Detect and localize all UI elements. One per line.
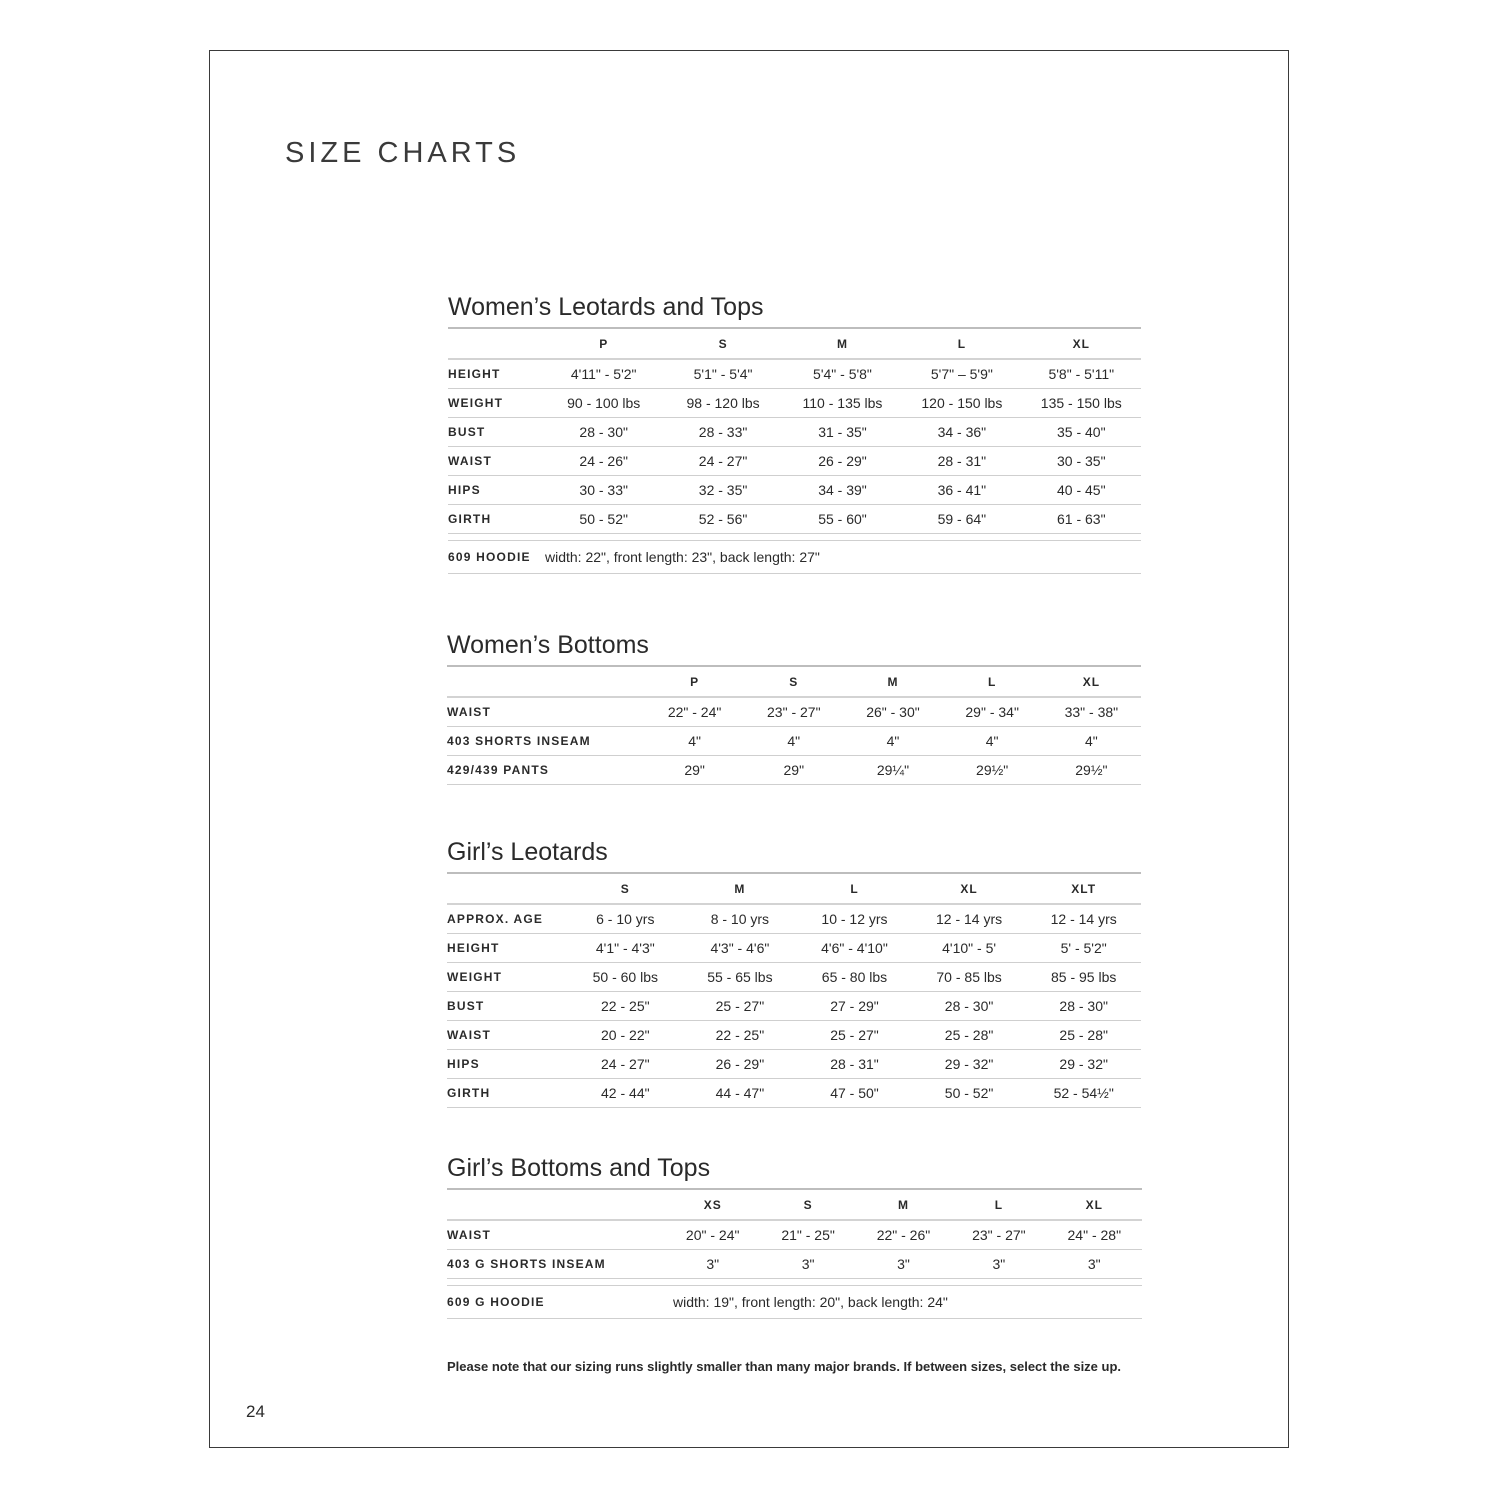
column-header: L [902, 328, 1021, 359]
table-cell: 44 - 47" [683, 1078, 798, 1107]
table-cell: 52 - 56" [663, 504, 782, 533]
row-label: WAIST [448, 446, 544, 475]
table-cell: 22 - 25" [683, 1020, 798, 1049]
column-header: S [744, 666, 843, 697]
table-cell: 4'11" - 5'2" [544, 359, 663, 388]
table-cell: 23" - 27" [951, 1220, 1046, 1249]
table-cell: 32 - 35" [663, 475, 782, 504]
table-cell: 25 - 28" [1026, 1020, 1141, 1049]
table-cell: 29" [744, 755, 843, 784]
table-cell: 29¼" [843, 755, 942, 784]
table-cell: 4" [645, 726, 744, 755]
table-cell: 28 - 30" [912, 991, 1027, 1020]
column-header: M [856, 1189, 951, 1220]
table-cell: 55 - 60" [783, 504, 902, 533]
table-cell: 4" [843, 726, 942, 755]
table-row [448, 359, 1141, 388]
corner-cell [447, 1189, 665, 1220]
table-cell: 5' - 5'2" [1026, 933, 1141, 962]
table-cell: 61 - 63" [1022, 504, 1141, 533]
table-cell: 34 - 36" [902, 417, 1021, 446]
table-cell: 35 - 40" [1022, 417, 1141, 446]
table-cell: 135 - 150 lbs [1022, 388, 1141, 417]
table-cell: 5'7" – 5'9" [902, 359, 1021, 388]
row-label: WEIGHT [448, 388, 544, 417]
row-label: BUST [447, 991, 568, 1020]
table-row [447, 1049, 1141, 1078]
table-cell: 28 - 30" [544, 417, 663, 446]
table-cell: 98 - 120 lbs [663, 388, 782, 417]
table-cell: 28 - 33" [663, 417, 782, 446]
table-row [447, 991, 1141, 1020]
womens-bottoms-section [447, 625, 1141, 785]
table-cell: 47 - 50" [797, 1078, 912, 1107]
table-cell: 4'1" - 4'3" [568, 933, 683, 962]
note-text: width: 22", front length: 23", back length: 27" [545, 548, 820, 565]
row-label: 403 G SHORTS INSEAM [447, 1249, 665, 1278]
size-table [447, 1188, 1142, 1286]
table-cell: 29" - 34" [943, 697, 1042, 726]
table-cell: 28 - 31" [797, 1049, 912, 1078]
girls-bottoms-section [447, 1148, 1142, 1319]
table-cell: 3" [665, 1249, 760, 1278]
divider-cell [447, 1278, 1142, 1285]
column-header: XL [1047, 1189, 1142, 1220]
table-header-row [447, 666, 1141, 697]
table-cell: 3" [856, 1249, 951, 1278]
hoodie-note-row [447, 1286, 1142, 1319]
table-cell: 30 - 35" [1022, 446, 1141, 475]
table-cell: 23" - 27" [744, 697, 843, 726]
row-label: WAIST [447, 1020, 568, 1049]
table-cell: 3" [760, 1249, 855, 1278]
column-header: M [783, 328, 902, 359]
sizing-footnote: Please note that our sizing runs slightly smaller than many major brands. If between sizes, select the size up. [447, 1359, 1122, 1374]
row-label: WAIST [447, 697, 645, 726]
row-label: 403 SHORTS INSEAM [447, 726, 645, 755]
girls-leotards-section [447, 832, 1141, 1108]
table-row [447, 1020, 1141, 1049]
table-cell: 29" [645, 755, 744, 784]
column-header: L [943, 666, 1042, 697]
table-cell: 28 - 30" [1026, 991, 1141, 1020]
column-header: M [843, 666, 942, 697]
table-cell: 34 - 39" [783, 475, 902, 504]
table-cell: 10 - 12 yrs [797, 904, 912, 933]
table-row [447, 1249, 1142, 1278]
note-label: 609 G HOODIE [447, 1294, 545, 1309]
size-table [447, 665, 1141, 785]
row-label: HEIGHT [448, 359, 544, 388]
table-cell: 20" - 24" [665, 1220, 760, 1249]
womens-tops-section [448, 287, 1141, 574]
table-divider [447, 1278, 1142, 1285]
page-number: 24 [246, 1402, 265, 1421]
table-row [447, 962, 1141, 991]
row-label: HIPS [448, 475, 544, 504]
table-header-row [447, 1189, 1142, 1220]
table-row [447, 1220, 1142, 1249]
table-cell: 3" [951, 1249, 1046, 1278]
note-label: 609 HOODIE [448, 549, 531, 564]
table-cell: 22" - 24" [645, 697, 744, 726]
table-cell: 90 - 100 lbs [544, 388, 663, 417]
table-cell: 22 - 25" [568, 991, 683, 1020]
table-row [447, 1078, 1141, 1107]
table-cell: 21" - 25" [760, 1220, 855, 1249]
table-row [448, 475, 1141, 504]
row-label: GIRTH [448, 504, 544, 533]
size-table [448, 327, 1141, 541]
table-cell: 65 - 80 lbs [797, 962, 912, 991]
row-label: BUST [448, 417, 544, 446]
table-cell: 20 - 22" [568, 1020, 683, 1049]
column-header: S [760, 1189, 855, 1220]
table-row [447, 904, 1141, 933]
table-cell: 8 - 10 yrs [683, 904, 798, 933]
table-row [447, 697, 1141, 726]
table-cell: 26 - 29" [683, 1049, 798, 1078]
table-cell: 12 - 14 yrs [912, 904, 1027, 933]
table-cell: 24 - 26" [544, 446, 663, 475]
table-cell: 4" [1042, 726, 1141, 755]
table-divider [448, 533, 1141, 540]
table-row [448, 417, 1141, 446]
table-cell: 31 - 35" [783, 417, 902, 446]
section-heading: Women’s Leotards and Tops [448, 293, 764, 321]
table-cell: 29 - 32" [912, 1049, 1027, 1078]
corner-cell [447, 873, 568, 904]
table-cell: 50 - 60 lbs [568, 962, 683, 991]
table-cell: 50 - 52" [912, 1078, 1027, 1107]
divider-cell [448, 533, 1141, 540]
table-cell: 4'3" - 4'6" [683, 933, 798, 962]
table-cell: 25 - 27" [683, 991, 798, 1020]
column-header: XLT [1026, 873, 1141, 904]
row-label: HEIGHT [447, 933, 568, 962]
table-cell: 26" - 30" [843, 697, 942, 726]
section-heading: Girl’s Bottoms and Tops [447, 1154, 711, 1182]
column-header: L [951, 1189, 1046, 1220]
table-cell: 4" [943, 726, 1042, 755]
table-cell: 110 - 135 lbs [783, 388, 902, 417]
table-cell: 28 - 31" [902, 446, 1021, 475]
table-cell: 30 - 33" [544, 475, 663, 504]
column-header: S [663, 328, 782, 359]
column-header: XL [1042, 666, 1141, 697]
table-cell: 85 - 95 lbs [1026, 962, 1141, 991]
column-header: M [683, 873, 798, 904]
table-row [447, 933, 1141, 962]
size-table [447, 872, 1141, 1108]
table-header-row [448, 328, 1141, 359]
table-row [448, 446, 1141, 475]
table-cell: 4" [744, 726, 843, 755]
note-text: width: 19", front length: 20", back length: 24" [673, 1293, 948, 1310]
table-cell: 24 - 27" [568, 1049, 683, 1078]
table-cell: 22" - 26" [856, 1220, 951, 1249]
table-cell: 29½" [1042, 755, 1141, 784]
hoodie-note-row [448, 541, 1141, 574]
table-cell: 12 - 14 yrs [1026, 904, 1141, 933]
table-cell: 120 - 150 lbs [902, 388, 1021, 417]
column-header: XS [665, 1189, 760, 1220]
table-cell: 70 - 85 lbs [912, 962, 1027, 991]
page-title: SIZE CHARTS [285, 137, 521, 169]
corner-cell [448, 328, 544, 359]
table-cell: 4'10" - 5' [912, 933, 1027, 962]
table-cell: 6 - 10 yrs [568, 904, 683, 933]
corner-cell [447, 666, 645, 697]
table-cell: 25 - 28" [912, 1020, 1027, 1049]
column-header: XL [912, 873, 1027, 904]
table-cell: 27 - 29" [797, 991, 912, 1020]
table-cell: 55 - 65 lbs [683, 962, 798, 991]
section-heading: Girl’s Leotards [447, 838, 608, 866]
table-cell: 42 - 44" [568, 1078, 683, 1107]
table-header-row [447, 873, 1141, 904]
table-row [448, 388, 1141, 417]
section-heading: Women’s Bottoms [447, 631, 649, 659]
row-label: 429/439 PANTS [447, 755, 645, 784]
table-cell: 4'6" - 4'10" [797, 933, 912, 962]
table-cell: 52 - 54½" [1026, 1078, 1141, 1107]
table-cell: 5'4" - 5'8" [783, 359, 902, 388]
column-header: P [645, 666, 744, 697]
table-cell: 29½" [943, 755, 1042, 784]
table-cell: 36 - 41" [902, 475, 1021, 504]
row-label: WEIGHT [447, 962, 568, 991]
table-cell: 5'1" - 5'4" [663, 359, 782, 388]
row-label: GIRTH [447, 1078, 568, 1107]
table-cell: 29 - 32" [1026, 1049, 1141, 1078]
column-header: L [797, 873, 912, 904]
table-row [448, 504, 1141, 533]
row-label: APPROX. AGE [447, 904, 568, 933]
table-row [447, 755, 1141, 784]
column-header: P [544, 328, 663, 359]
table-cell: 24 - 27" [663, 446, 782, 475]
table-cell: 26 - 29" [783, 446, 902, 475]
table-cell: 40 - 45" [1022, 475, 1141, 504]
column-header: S [568, 873, 683, 904]
table-cell: 50 - 52" [544, 504, 663, 533]
table-row [447, 726, 1141, 755]
table-cell: 24" - 28" [1047, 1220, 1142, 1249]
table-cell: 5'8" - 5'11" [1022, 359, 1141, 388]
row-label: WAIST [447, 1220, 665, 1249]
table-cell: 59 - 64" [902, 504, 1021, 533]
table-cell: 33" - 38" [1042, 697, 1141, 726]
row-label: HIPS [447, 1049, 568, 1078]
column-header: XL [1022, 328, 1141, 359]
table-cell: 3" [1047, 1249, 1142, 1278]
table-cell: 25 - 27" [797, 1020, 912, 1049]
